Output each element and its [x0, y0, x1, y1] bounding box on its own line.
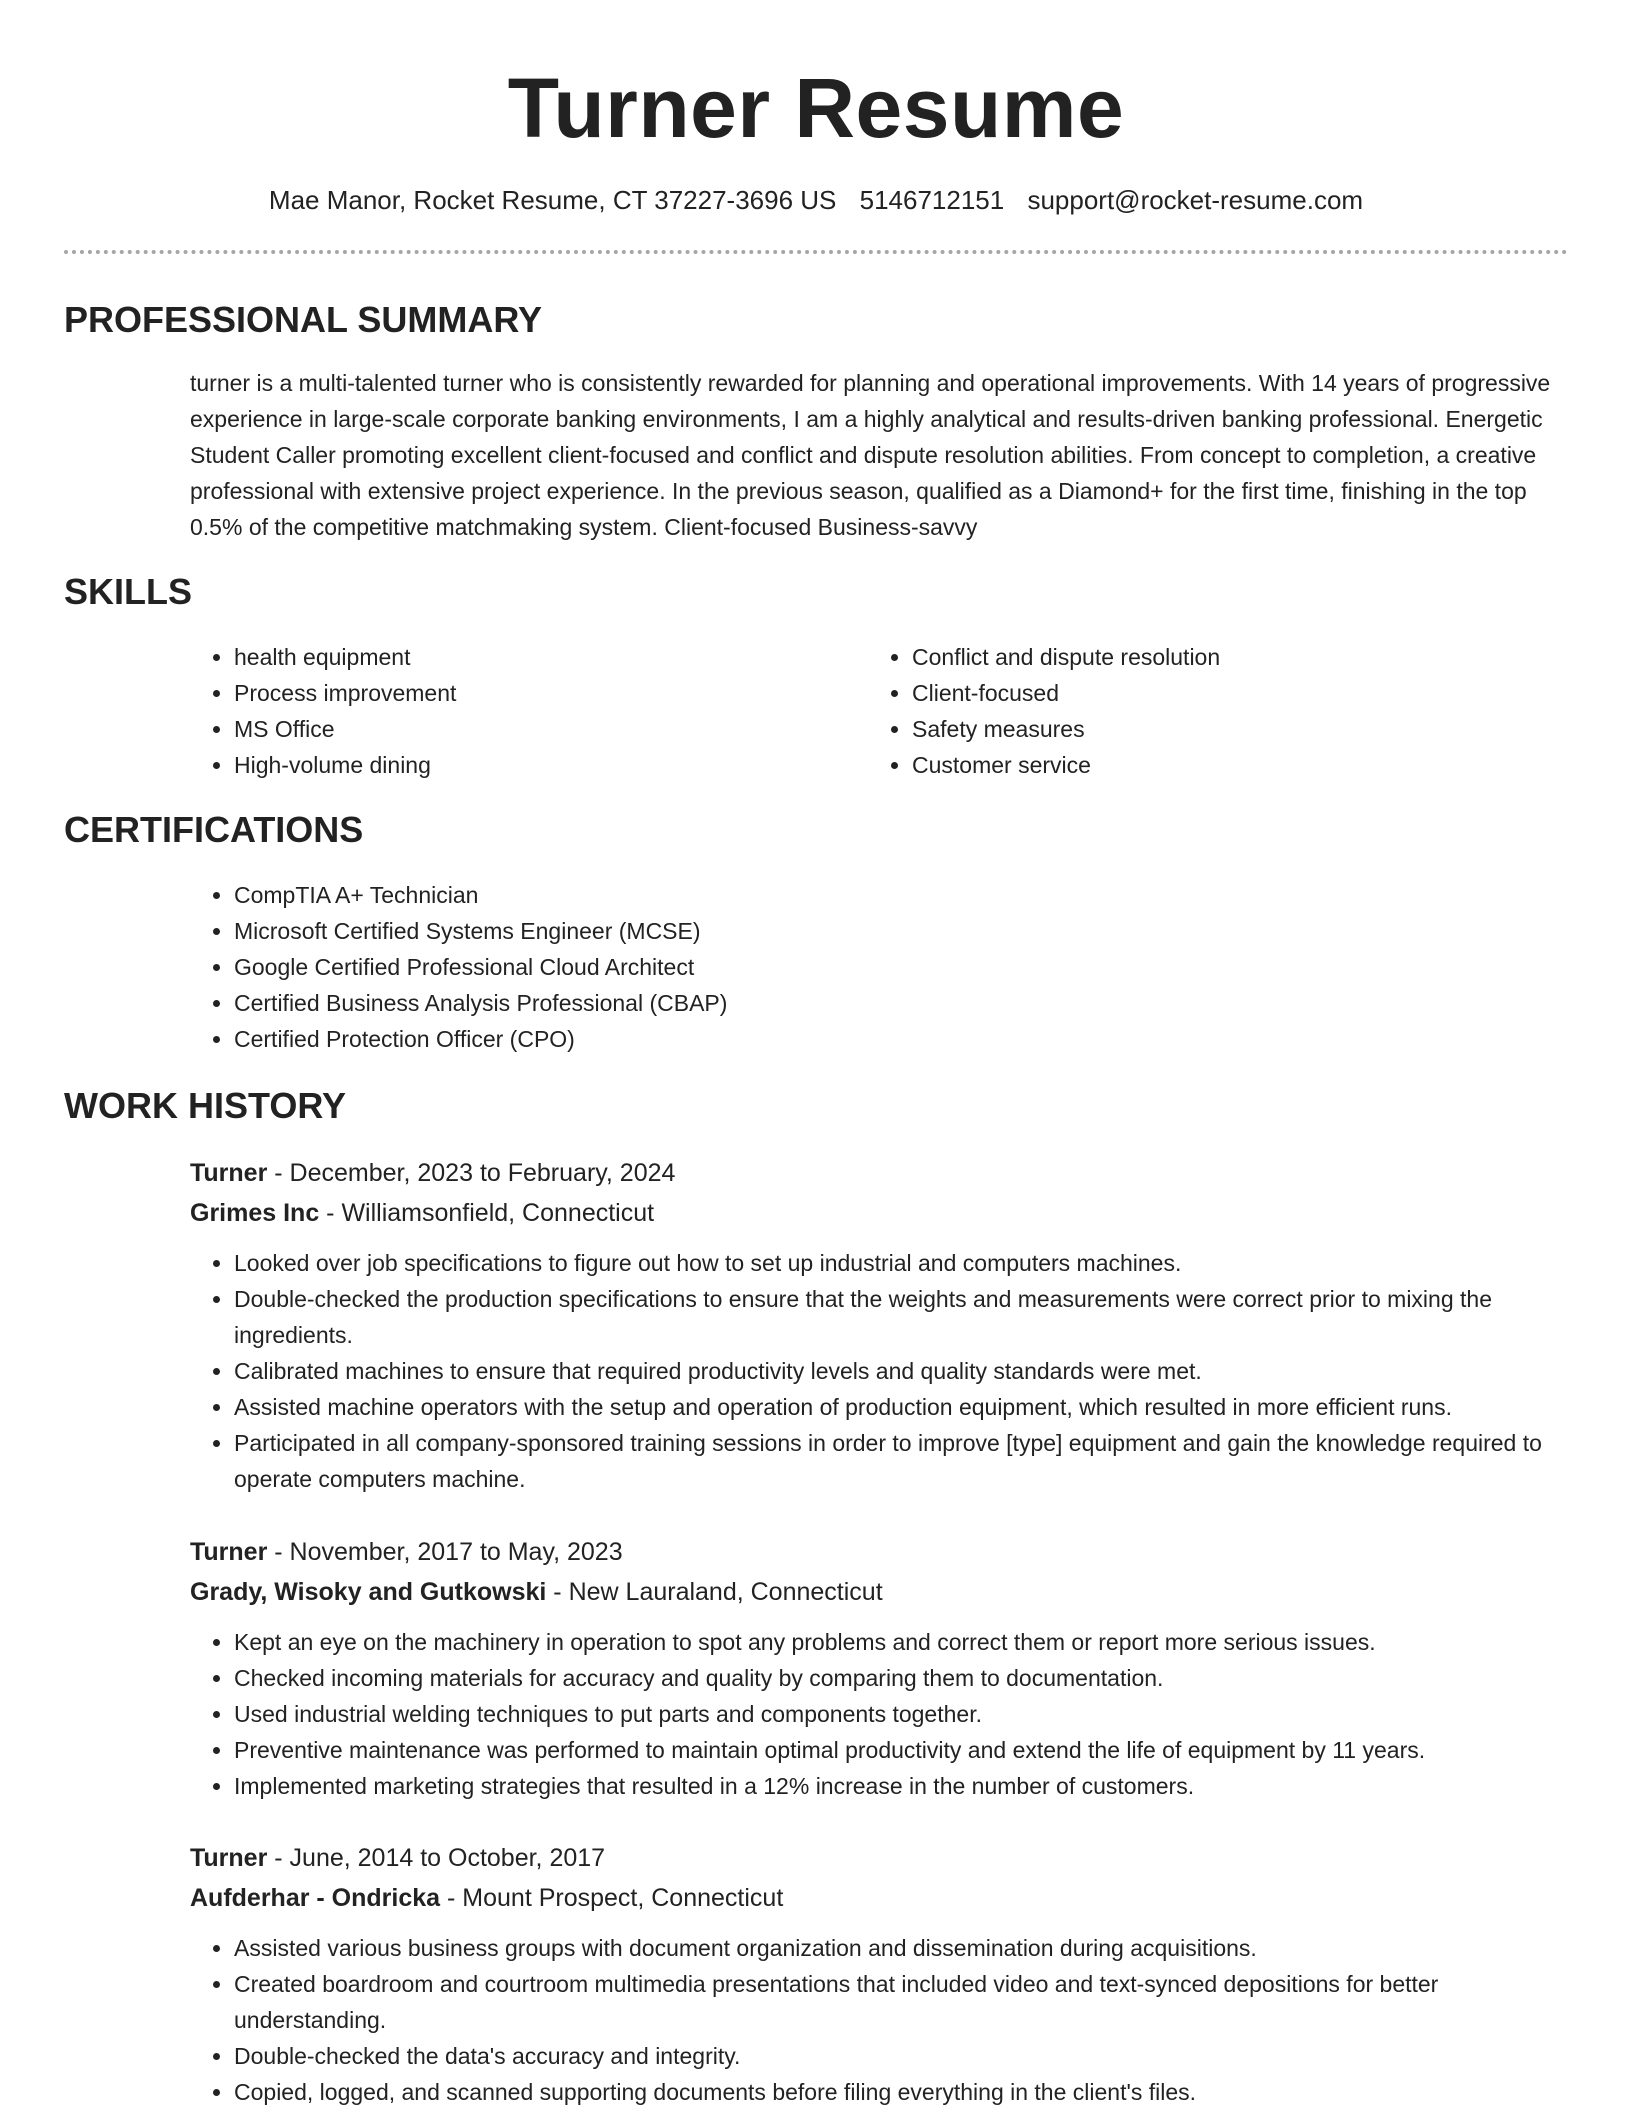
summary-heading: PROFESSIONAL SUMMARY — [64, 299, 543, 340]
job-entry — [190, 1153, 1570, 1497]
contact-line — [0, 182, 1632, 218]
contact-email: support@rocket-resume.com — [1027, 185, 1364, 215]
job-company: Grady, Wisoky and Gutkowski — [190, 1578, 547, 1606]
job-role: Turner — [190, 1159, 268, 1187]
job-dates: - November, 2017 to May, 2023 — [267, 1538, 623, 1566]
job-bullet: • Calibrated machines to ensure that required productivity levels and quality standards were met. — [234, 1353, 1570, 1389]
skill-item: • Process improvement — [234, 675, 830, 711]
certification-item: • Microsoft Certified Systems Engineer (MCSE) — [234, 913, 1570, 949]
job-bullet: • Assisted machine operators with the setup and operation of production equipment, which resulted in more efficient runs. — [234, 1389, 1570, 1425]
skills-column-right — [868, 639, 1568, 783]
summary-text: turner is a multi-talented turner who is consistently rewarded for planning and operational improvements. With 14 years of progressive experience in large-scale corporate banking environments, I am a highly analytical and results-driven banking professional. Energetic Student Caller promoting excellent client-focused and conflict and dispute resolution abilities. From concept to completion, a creative professional with extensive project experience. In the previous season, qualified as a Diamond+ for the first time, finishing in the top 0.5% of the competitive matchmaking system. Client-focused Business-savvy — [190, 370, 1551, 540]
job-bullets — [190, 1624, 1570, 1804]
job-role: Turner — [190, 1844, 268, 1872]
job-bullet: • Checked incoming materials for accuracy and quality by comparing them to documentation. — [234, 1660, 1570, 1696]
job-bullet: • Double-checked the data's accuracy and integrity. — [234, 2038, 1570, 2074]
job-location: - Williamsonfield, Connecticut — [319, 1199, 655, 1227]
skill-item: • Conflict and dispute resolution — [912, 639, 1568, 675]
job-company: Aufderhar - Ondricka — [190, 1884, 441, 1912]
job-bullet: • Preventive maintenance was performed to maintain optimal productivity and extend the life of equipment by 11 years. — [234, 1732, 1570, 1768]
job-role: Turner — [190, 1538, 268, 1566]
work-history-heading: WORK HISTORY — [64, 1085, 347, 1126]
contact-phone: 5146712151 — [859, 185, 1005, 215]
job-entry — [190, 1532, 1570, 1804]
job-company-line — [190, 1878, 1570, 1918]
skill-item: • health equipment — [234, 639, 830, 675]
job-bullet: • Looked over job specifications to figure out how to set up industrial and computers machines. — [234, 1245, 1570, 1281]
resume-title: Turner Resume — [507, 61, 1125, 155]
contact-address: Mae Manor, Rocket Resume, CT 37227-3696 US — [268, 185, 837, 215]
certifications-list — [190, 877, 1570, 1057]
certification-item: • Certified Protection Officer (CPO) — [234, 1021, 1570, 1057]
job-bullet: • Kept an eye on the machinery in operation to spot any problems and correct them or report more serious issues. — [234, 1624, 1570, 1660]
job-bullets — [190, 1930, 1570, 2110]
job-dates: - December, 2023 to February, 2024 — [267, 1159, 676, 1187]
skill-item: • MS Office — [234, 711, 830, 747]
job-bullet: • Used industrial welding techniques to put parts and components together. — [234, 1696, 1570, 1732]
certification-item: • CompTIA A+ Technician — [234, 877, 1570, 913]
job-bullet: • Created boardroom and courtroom multimedia presentations that included video and text-synced depositions for better understanding. — [234, 1966, 1570, 2038]
header-divider — [64, 250, 1568, 254]
skill-item: • Safety measures — [912, 711, 1568, 747]
skills-list-right — [868, 639, 1568, 783]
job-location: - New Lauraland, Connecticut — [546, 1578, 883, 1606]
job-dates: - June, 2014 to October, 2017 — [267, 1844, 606, 1872]
certification-item: • Google Certified Professional Cloud Architect — [234, 949, 1570, 985]
job-bullets — [190, 1245, 1570, 1497]
skills-list-left — [190, 639, 830, 783]
skill-item: • Client-focused — [912, 675, 1568, 711]
job-company: Grimes Inc — [190, 1199, 320, 1227]
job-location: - Mount Prospect, Connecticut — [440, 1884, 784, 1912]
skill-item: • Customer service — [912, 747, 1568, 783]
job-bullet: • Assisted various business groups with document organization and dissemination during acquisitions. — [234, 1930, 1570, 1966]
job-entry — [190, 1838, 1570, 2110]
certifications-heading: CERTIFICATIONS — [64, 809, 364, 850]
job-bullet: • Copied, logged, and scanned supporting documents before filing everything in the client's files. — [234, 2074, 1570, 2110]
job-title-line — [190, 1838, 1570, 1878]
job-company-line — [190, 1193, 1570, 1233]
job-bullet: • Participated in all company-sponsored training sessions in order to improve [type] equipment and gain the knowledge required to operate computers machine. — [234, 1425, 1570, 1497]
job-title-line — [190, 1153, 1570, 1193]
job-title-line — [190, 1532, 1570, 1572]
certification-item: • Certified Business Analysis Professional (CBAP) — [234, 985, 1570, 1021]
skill-item: • High-volume dining — [234, 747, 830, 783]
job-company-line — [190, 1572, 1570, 1612]
job-bullet: • Implemented marketing strategies that resulted in a 12% increase in the number of customers. — [234, 1768, 1570, 1804]
skills-column-left — [190, 639, 830, 783]
certifications-block — [190, 877, 1570, 1057]
skills-heading: SKILLS — [64, 571, 193, 612]
job-bullet: • Double-checked the production specifications to ensure that the weights and measurements were correct prior to mixing the ingredients. — [234, 1281, 1570, 1353]
